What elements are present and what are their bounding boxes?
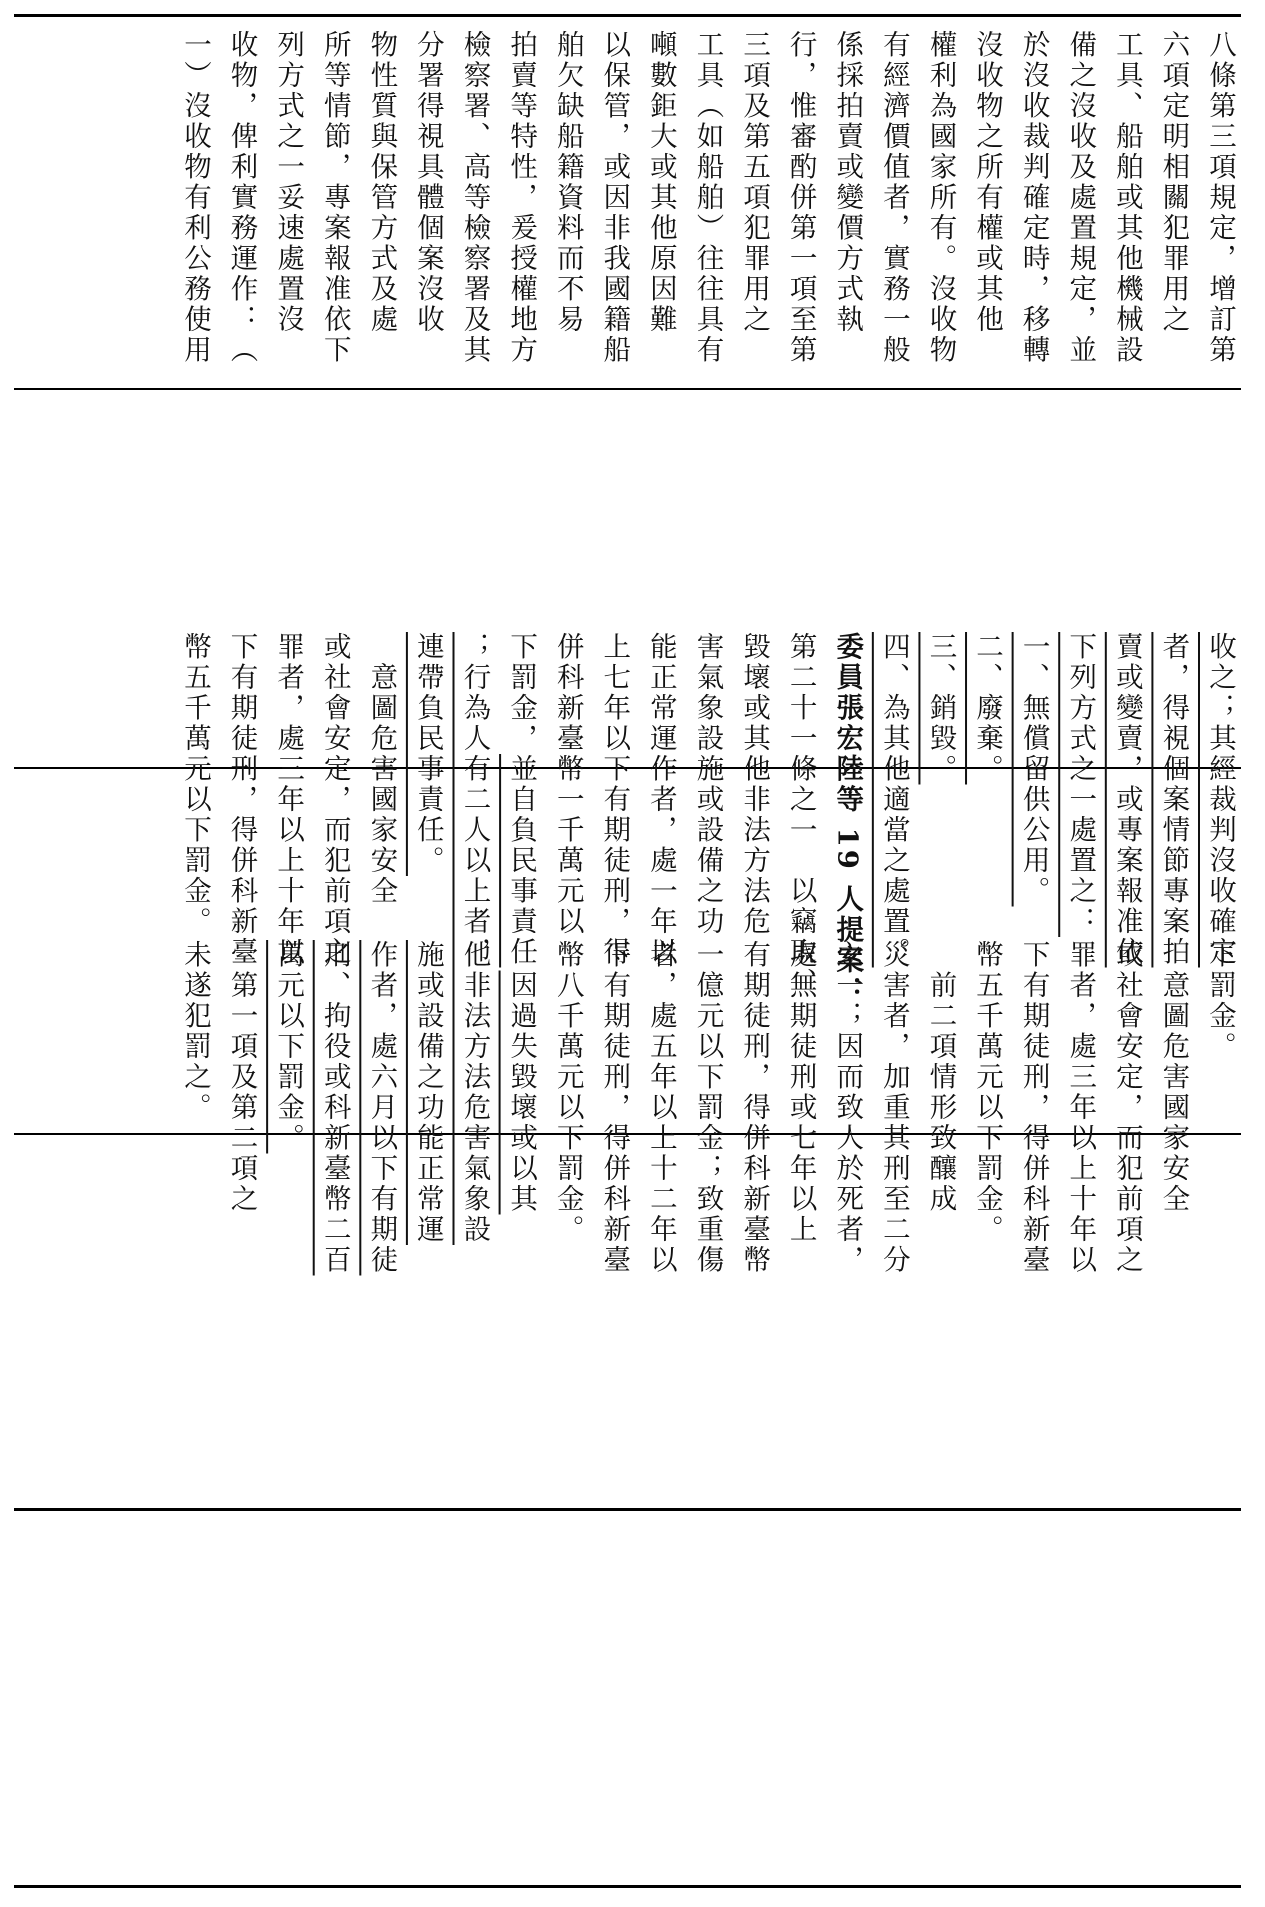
text-line [595, 632, 632, 968]
text-segment: 他非法方法危害氣象設 [458, 940, 491, 1245]
text-segment: 有期徒刑，得併科新臺幣 [738, 940, 771, 1276]
text-line [316, 632, 353, 968]
text-line [1201, 940, 1238, 1240]
text-segment: 三、銷毀。 [924, 632, 957, 785]
text-segment: 委員張宏陸等 19 人提案： [831, 632, 864, 1007]
text-segment: 或社會安定，而犯前項之 [318, 632, 351, 968]
text-line [782, 940, 819, 1245]
text-segment: 噸數鉅大或其他原因難 [644, 30, 677, 335]
text-line [409, 632, 446, 932]
text-line [782, 30, 819, 366]
text-line [1201, 30, 1238, 366]
text-line [223, 30, 260, 366]
text-line [456, 30, 493, 366]
text-segment: 幣五千萬元以下罰金。 [971, 940, 1004, 1245]
text-line [595, 30, 632, 366]
text-line [456, 632, 493, 968]
text-line [642, 632, 679, 968]
text-line [502, 632, 539, 968]
text-segment: 連帶負民事責任。 [411, 632, 444, 876]
text-line [968, 632, 1005, 932]
text-segment: 下罰金。 [1204, 940, 1236, 1062]
text-line [782, 632, 819, 998]
text-segment: 一億元以下罰金；致重傷 [691, 940, 724, 1276]
text-line [176, 632, 213, 937]
rule-top [14, 14, 1241, 17]
text-line [1015, 940, 1052, 1276]
text-line [1154, 940, 1191, 1240]
text-line [688, 632, 725, 937]
text-segment: 分署得視具體個案沒收 [411, 30, 444, 335]
text-segment: 刑、拘役或科新臺幣二百 [318, 940, 351, 1276]
rule-bottom [14, 1885, 1241, 1888]
text-segment: 二、廢棄。 [971, 632, 1004, 785]
text-line [176, 30, 213, 366]
text-segment: 四、為其他適當之處置。 [877, 632, 910, 968]
text-segment: 能正常運作者，處一年以 [644, 632, 677, 968]
text-segment: 工具、船舶或其他機械設 [1110, 30, 1143, 366]
text-line [921, 30, 958, 366]
text-segment: 係採拍賣或變價方式執 [831, 30, 864, 335]
text-segment: 沒收物之所有權或其他 [971, 30, 1004, 335]
text-line [968, 940, 1005, 1245]
text-segment: 併科新臺幣一千萬元以 [551, 632, 584, 937]
text-line [688, 940, 725, 1276]
text-line [223, 632, 260, 968]
text-segment: 上七年以下有期徒刑，得 [598, 632, 631, 968]
text-segment: 未遂犯罰之。 [178, 940, 211, 1123]
text-segment: 下列方式之一處置之： [1064, 632, 1097, 937]
text-line [735, 940, 772, 1276]
text-line [502, 30, 539, 366]
text-segment: 一、無償留供公用。 [1017, 632, 1050, 907]
text-segment: 意圖危害國家安全 [1157, 940, 1190, 1215]
text-block-top [28, 30, 1238, 366]
text-line [549, 632, 586, 937]
text-segment: 收物，俾利實務運作：（ [225, 30, 258, 366]
text-segment: 第一項及第二項之 [225, 940, 258, 1215]
text-line [362, 632, 399, 932]
text-segment: 萬元以下罰金。 [272, 940, 305, 1154]
text-line [642, 30, 679, 335]
text-segment [505, 940, 537, 971]
text-segment: 毀壞或其他非法方法危 [738, 632, 771, 937]
text-segment: 所等情節，專案報准依下 [318, 30, 351, 366]
text-segment: 施或設備之功能正常運 [411, 940, 444, 1245]
text-segment: 列方式之一妥速處置沒 [272, 30, 305, 335]
text-segment: ；行為人有二人以上者， [458, 632, 491, 968]
text-segment: 六項定明相關犯罪用之 [1157, 30, 1190, 335]
text-segment: 下罰金， [505, 632, 538, 754]
text-segment: 一）沒收物有利公務使用 [178, 30, 211, 366]
text-line [828, 632, 865, 1007]
text-line [269, 632, 306, 968]
text-segment: 災害者，加重其刑至二分 [877, 940, 910, 1276]
text-line [1154, 30, 1191, 335]
text-segment: 於沒收裁判確定時，移轉 [1017, 30, 1050, 366]
text-segment: 有經濟價值者，實務一般 [877, 30, 910, 366]
text-line [502, 940, 539, 1240]
text-line [642, 940, 679, 1276]
text-segment: 以保管，或因非我國籍船 [598, 30, 631, 366]
text-segment: 舶欠缺船籍資料而不易 [551, 30, 584, 335]
text-line [549, 30, 586, 335]
text-line [828, 940, 865, 1276]
text-segment: 前二項情形致釀成 [924, 940, 957, 1215]
text-segment: 物性質與保管方式及處 [365, 30, 398, 335]
text-line [828, 30, 865, 335]
text-segment: 下有期徒刑，得併科新臺 [225, 632, 258, 968]
text-segment: 或社會安定，而犯前項之 [1110, 940, 1143, 1276]
text-line [409, 30, 446, 335]
text-line [1061, 30, 1098, 366]
rule-lower [14, 1508, 1241, 1511]
text-segment: 收之；其經裁判沒收確定 [1204, 632, 1236, 968]
text-segment: 意圖危害國家安全 [365, 632, 398, 907]
text-line [595, 940, 632, 1276]
text-segment: 行，惟審酌併第一項至第 [784, 30, 817, 366]
text-line [223, 940, 260, 1240]
text-line [362, 940, 399, 1276]
text-segment: 罪者，處三年以上十年以 [1064, 940, 1097, 1276]
text-block-middle [28, 632, 1238, 1007]
text-line [1201, 632, 1238, 968]
text-segment: 幣五千萬元以下罰金。 [178, 632, 211, 937]
text-line [968, 30, 1005, 335]
text-segment: 罪者，處三年以上十年以 [272, 632, 305, 968]
text-segment: 賣或變賣，或專案報准依 [1110, 632, 1143, 968]
text-line [269, 30, 306, 335]
text-segment: 之一；因而致人於死者， [831, 940, 864, 1276]
rule-upper-middle [14, 388, 1241, 390]
text-line [409, 940, 446, 1245]
text-segment: 備之沒收及處置規定，並 [1064, 30, 1097, 366]
text-segment: 因過失毀壞或以其 [505, 970, 538, 1215]
text-block-bottom [28, 940, 1238, 1276]
text-line [688, 30, 725, 366]
text-line [176, 940, 213, 1240]
text-segment: 八條第三項規定，增訂第 [1204, 30, 1236, 366]
text-segment: 工具（如船舶）往往具有 [691, 30, 724, 366]
text-segment: 處無期徒刑或七年以上 [784, 940, 817, 1245]
text-segment: 作者，處六月以下有期徒 [365, 940, 398, 1276]
text-line [875, 30, 912, 366]
text-line [735, 632, 772, 937]
text-line [1015, 632, 1052, 932]
text-segment: 者，得視個案情節專案拍 [1157, 632, 1190, 968]
text-line [316, 940, 353, 1276]
text-segment: 並自負民事責任 [505, 754, 538, 968]
text-segment: 三項及第五項犯罪用之 [738, 30, 771, 335]
text-line [549, 940, 586, 1245]
text-line [875, 632, 912, 968]
text-line [362, 30, 399, 335]
text-segment: 下有期徒刑，得併科新臺 [1017, 940, 1050, 1276]
text-segment: 檢察署、高等檢察署及其 [458, 30, 491, 366]
text-line [1108, 940, 1145, 1276]
text-segment: 第二十一條之一 以竊取、 [784, 632, 817, 998]
text-line [921, 940, 958, 1240]
text-segment: 幣八千萬元以下罰金。 [551, 940, 584, 1245]
text-line [269, 940, 306, 1240]
text-line [1108, 632, 1145, 968]
text-segment: 害氣象設施或設備之功 [691, 632, 724, 937]
text-line [735, 30, 772, 335]
text-segment: 拍賣等特性，爰授權地方 [505, 30, 538, 366]
text-line [875, 940, 912, 1276]
text-line [921, 632, 958, 932]
text-segment: 權利為國家所有。沒收物 [924, 30, 957, 366]
text-segment: 下有期徒刑，得併科新臺 [598, 940, 631, 1276]
text-segment: 者，處五年以上十二年以 [644, 940, 677, 1276]
text-line [1154, 632, 1191, 968]
text-line [1108, 30, 1145, 366]
text-line [1061, 632, 1098, 937]
text-line [316, 30, 353, 366]
text-line [1015, 30, 1052, 366]
text-line [456, 940, 493, 1245]
text-line [1061, 940, 1098, 1276]
